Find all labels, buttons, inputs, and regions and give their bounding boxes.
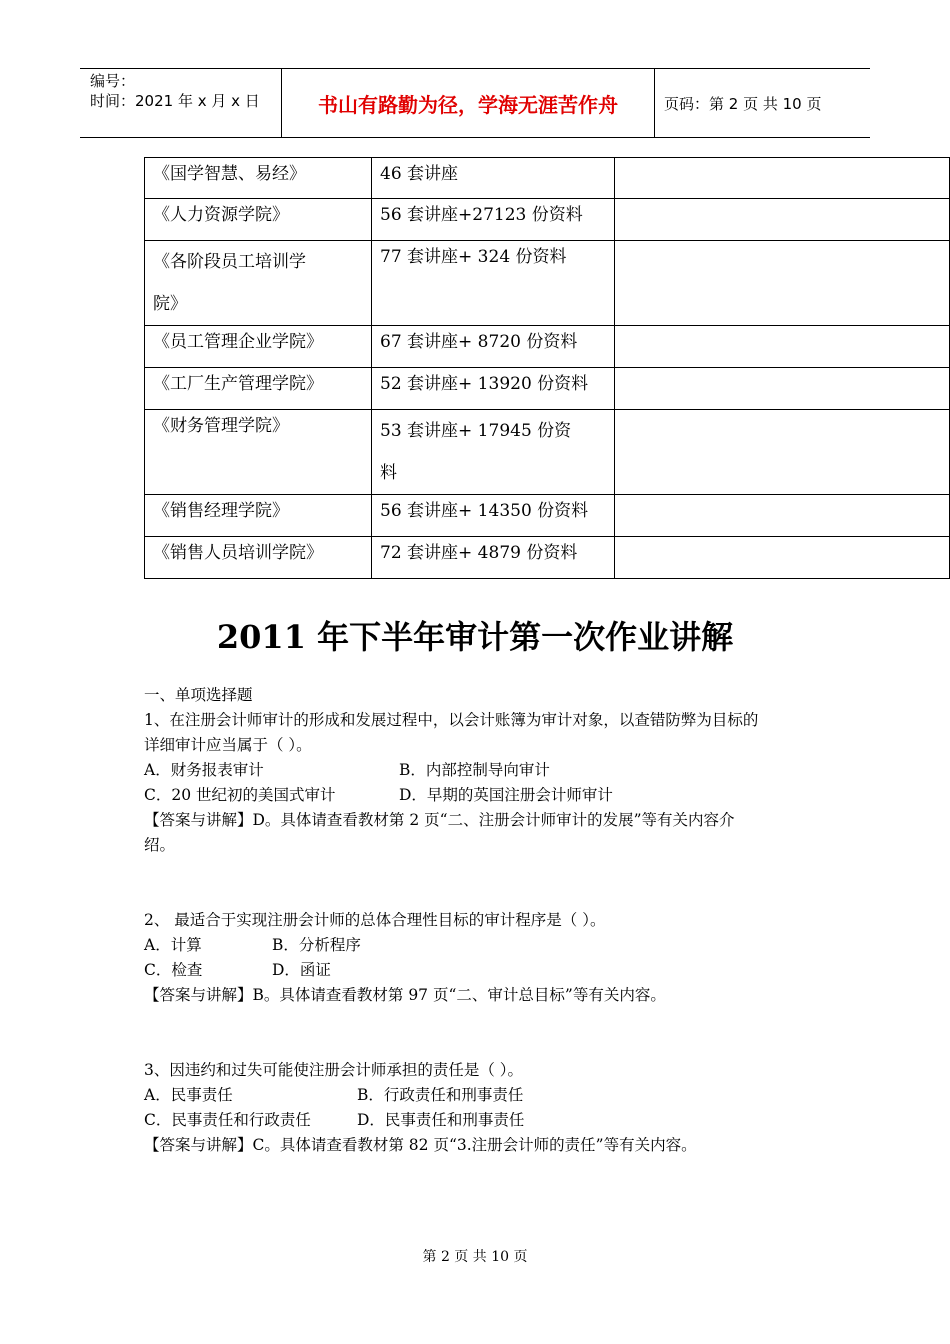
course-extra xyxy=(615,199,950,241)
course-extra xyxy=(615,368,950,410)
option-d: D．民事责任和刑事责任 xyxy=(357,1111,525,1129)
option-c: C．20 世纪初的美国式审计 xyxy=(144,786,336,804)
option-c: C．检查 xyxy=(144,961,203,979)
course-desc: 56 套讲座+ 14350 份资料 xyxy=(372,495,615,537)
answer-explanation: 【答案与讲解】B。具体请查看教材第 97 页“二、审计总目标”等有关内容。 xyxy=(144,986,666,1004)
option-b: B．行政责任和刑事责任 xyxy=(357,1086,524,1104)
course-extra xyxy=(615,410,950,495)
exercise-content xyxy=(144,683,824,1158)
spacer xyxy=(144,1008,824,1058)
course-extra xyxy=(615,495,950,537)
header-motto: 书山有路勤为径，学海无涯苦作舟 xyxy=(282,69,655,137)
table-row xyxy=(145,326,950,368)
table-row xyxy=(145,199,950,241)
date-line: 时间：2021 年 x 月 x 日 xyxy=(90,92,260,110)
course-desc xyxy=(372,410,615,495)
course-desc: 77 套讲座+ 324 份资料 xyxy=(372,241,615,326)
course-name: 《财务管理学院》 xyxy=(145,410,372,495)
table-row xyxy=(145,495,950,537)
course-name: 《国学智慧、易经》 xyxy=(145,158,372,199)
course-name xyxy=(145,241,372,326)
option-d: D．函证 xyxy=(272,961,331,979)
table-row xyxy=(145,158,950,199)
option-b: B．分析程序 xyxy=(272,936,361,954)
course-name: 《销售经理学院》 xyxy=(145,495,372,537)
course-extra xyxy=(615,537,950,579)
course-extra xyxy=(615,326,950,368)
course-desc: 72 套讲座+ 4879 份资料 xyxy=(372,537,615,579)
option-row xyxy=(144,758,824,783)
option-d: D．早期的英国注册会计师审计 xyxy=(399,786,613,804)
question-stem: 1、在注册会计师审计的形成和发展过程中，以会计账簿为审计对象，以查错防弊为目标的 xyxy=(144,711,759,729)
question-stem: 详细审计应当属于（ ）。 xyxy=(144,736,312,754)
course-table xyxy=(144,157,950,579)
page-header xyxy=(80,68,870,138)
option-b: B．内部控制导向审计 xyxy=(399,761,550,779)
section-heading: 一、单项选择题 xyxy=(144,686,253,704)
course-desc: 56 套讲座+27123 份资料 xyxy=(372,199,615,241)
page-title: 2011 年下半年审计第一次作业讲解 xyxy=(216,618,734,656)
answer-explanation: 【答案与讲解】D。具体请查看教材第 2 页“二、注册会计师审计的发展”等有关内容介 xyxy=(144,811,735,829)
spacer xyxy=(144,858,824,908)
course-name: 《销售人员培训学院》 xyxy=(145,537,372,579)
course-name: 《员工管理企业学院》 xyxy=(145,326,372,368)
option-row xyxy=(144,1108,824,1133)
page-footer: 第 2 页 共 10 页 xyxy=(422,1249,528,1265)
table-row xyxy=(145,241,950,326)
serial-label: 编号： xyxy=(90,72,136,90)
option-row xyxy=(144,958,824,983)
table-row xyxy=(145,537,950,579)
course-desc: 46 套讲座 xyxy=(372,158,615,199)
option-a: A．民事责任 xyxy=(144,1086,233,1104)
table-row xyxy=(145,410,950,495)
course-desc: 52 套讲座+ 13920 份资料 xyxy=(372,368,615,410)
question-stem: 2、 最适合于实现注册会计师的总体合理性目标的审计程序是（ ）。 xyxy=(144,911,606,929)
course-name-line: 《各阶段员工培训学 xyxy=(153,252,306,272)
option-row xyxy=(144,933,824,958)
option-c: C．民事责任和行政责任 xyxy=(144,1111,311,1129)
answer-explanation: 【答案与讲解】C。具体请查看教材第 82 页“3.注册会计师的责任”等有关内容。 xyxy=(144,1136,697,1154)
answer-explanation: 绍。 xyxy=(144,836,176,854)
header-page-info: 页码：第 2 页 共 10 页 xyxy=(664,94,822,113)
question-stem: 3、因违约和过失可能使注册会计师承担的责任是（ ）。 xyxy=(144,1061,524,1079)
course-name-line: 院》 xyxy=(153,294,187,314)
course-desc-line: 53 套讲座+ 17945 份资 xyxy=(380,421,572,441)
course-extra xyxy=(615,241,950,326)
course-name: 《工厂生产管理学院》 xyxy=(145,368,372,410)
course-desc-line: 料 xyxy=(380,463,397,483)
option-a: A．计算 xyxy=(144,936,202,954)
option-row xyxy=(144,783,824,808)
course-name: 《人力资源学院》 xyxy=(145,199,372,241)
option-a: A．财务报表审计 xyxy=(144,761,264,779)
option-row xyxy=(144,1083,824,1108)
course-extra xyxy=(615,158,950,199)
course-desc: 67 套讲座+ 8720 份资料 xyxy=(372,326,615,368)
table-row xyxy=(145,368,950,410)
header-meta xyxy=(80,69,282,137)
